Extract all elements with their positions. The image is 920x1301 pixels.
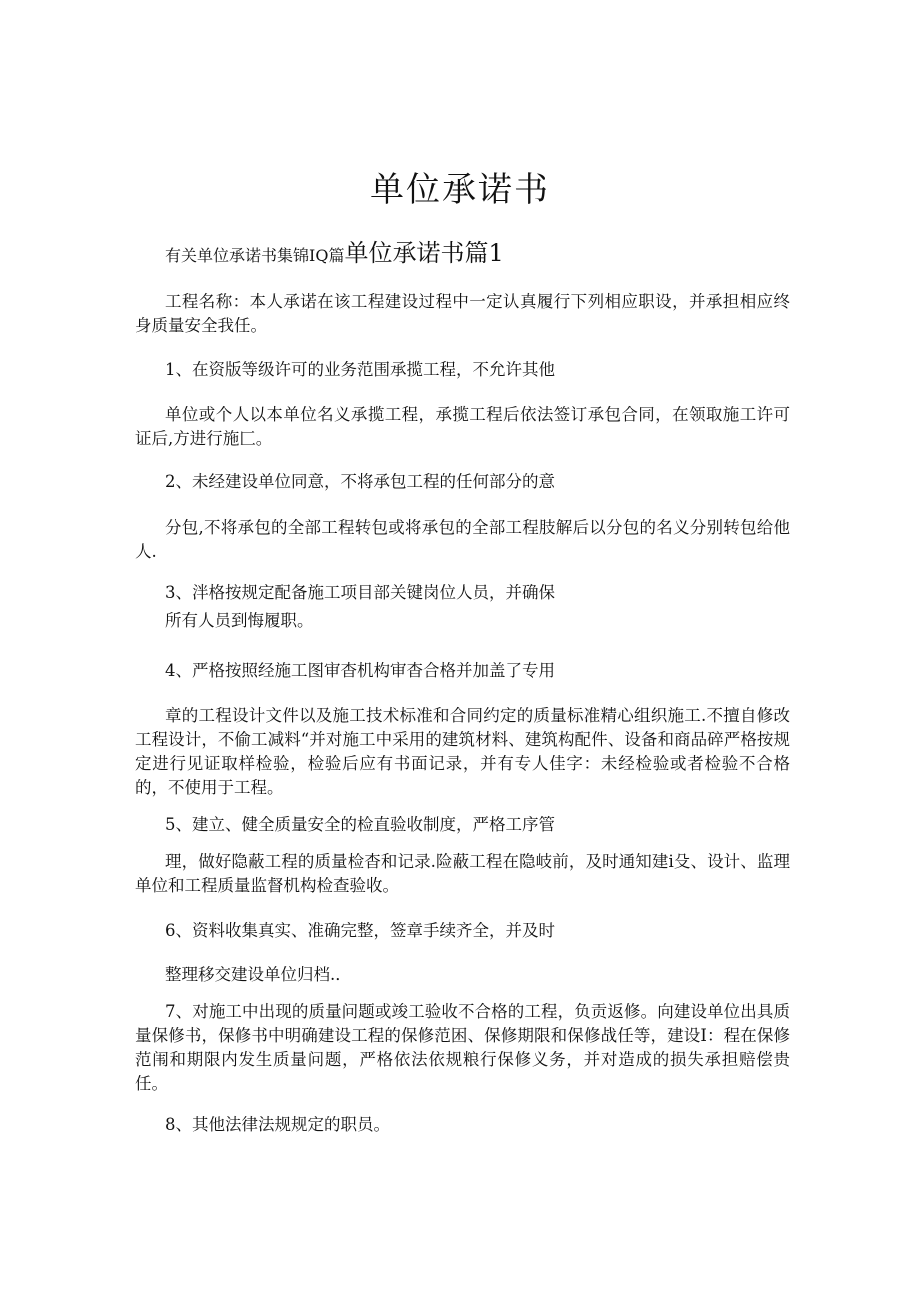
paragraph-item-3-head: 3、泮格按规定配备施工项目部关键岗位人员，并确保 (165, 583, 555, 602)
document-title: 单位承诺书 (370, 170, 550, 210)
paragraph-item-5-body: 理，做好隐蔽工程的质量检杳和记录.险蔽工程在隐岐前，及时通知建i殳、设计、监理单位和工程质量监督机构检查验收。 (135, 852, 790, 895)
paragraph-item-7: 7、对施工中出现的质量问题或竣工验收不合格的工程，负贡返修。向建设单位出具质量保修书，保修书中明确建设工程的保修范困、保修期限和保修战任等，建设I：程在保修范闱和期限内发生质量问题，严格依法依规粮行保修义务，并对造成的损失承担赔偿贵任。 (135, 1002, 790, 1093)
paragraph-item-4-body: 章的工程设计文件以及施工技术标准和合同约定的质量标准精心组织施工.不擅自修改工程设计，不偷工减料“并对施工中采用的建筑材料、建筑构配件、设备和商品碎严格按规定进行见证取样检验，检验后应有书面记录，并有专人佳字：未经检验或者检验不合格的，不使用于工程。 (135, 706, 790, 797)
subtitle-large-text: 单位承诺书篇1 (344, 239, 504, 267)
paragraph-item-1-head: 1、在资版等级许可的业务范围承揽工程，不允许其他 (165, 360, 555, 379)
paragraph-item-6-head: 6、资料收集真实、准确完整，签章手续齐全，并及时 (165, 921, 555, 940)
paragraph-item-4-head: 4、严格按照经施工图审杳机构审杳合格并加盖了专用 (165, 661, 555, 680)
paragraph-item-2-body: 分包,不将承包的全部工程转包或将承包的全部工程肢解后以分包的名义分别转包给他人. (135, 518, 790, 561)
paragraph-item-8: 8、其他法律法规规定的职员。 (165, 1115, 390, 1134)
paragraph-item-5-head: 5、建立、健全质量安全的检直验收制度，严格工序管 (165, 815, 555, 834)
paragraph-intro: 工程名称：本人承诺在该工程建设过程中一定认真履行下列相应职设，并承担相应终身质量安全我任。 (135, 292, 790, 335)
paragraph-item-2-head: 2、未经建设单位同意，不将承包工程的任何部分的意 (165, 472, 555, 491)
subtitle-small-text: 有关单位承诺书集锦IQ篇 (165, 246, 345, 265)
paragraph-item-3-body: 所有人员到悔履职。 (165, 611, 314, 630)
paragraph-item-6-body: 整理移交建设单位归档.． (165, 965, 352, 984)
paragraph-item-1-body: 单位或个人以本单位名义承揽工程，承揽工程后依法签订承包合同，在领取施工许可证后,方进行施匚。 (135, 405, 790, 448)
document-subtitle (165, 233, 504, 268)
